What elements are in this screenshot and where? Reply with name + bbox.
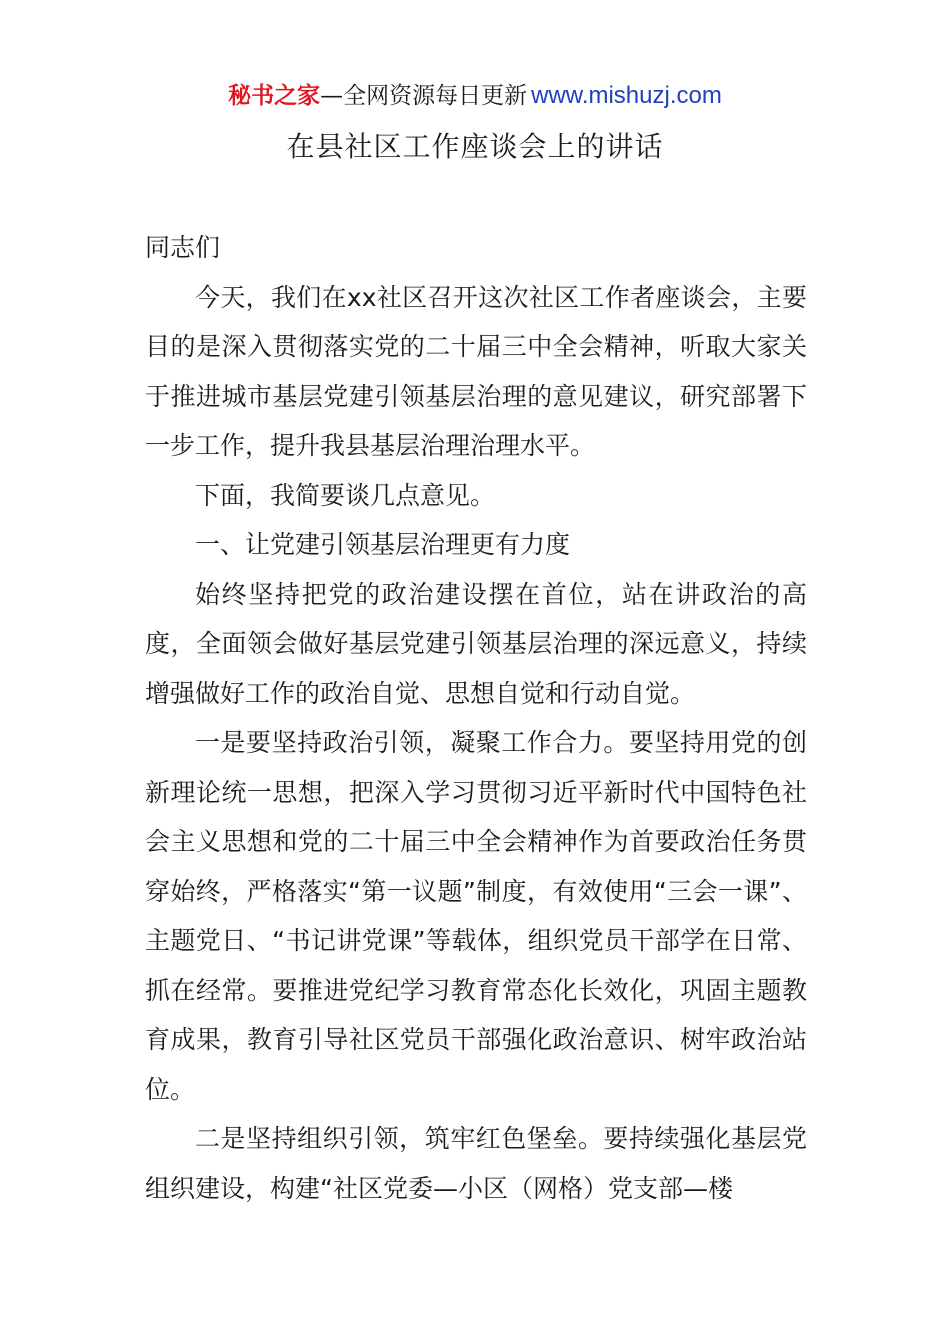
document-body xyxy=(145,223,807,1213)
salutation: 同志们 xyxy=(145,233,221,262)
brand-name: 秘书之家 xyxy=(228,83,321,109)
paragraph-point-1: 一是要坚持政治引领，凝聚工作合力。要坚持用党的创新理论统一思想，把深入学习贯彻习近平新时代中国特色社会主义思想和党的二十届三中全会精神作为首要政治任务贯穿始终，严格落实“第一议题”制度，有效使用“三会一课”、主题党日、“书记讲党课”等载体，组织党员干部学在日常、抓在经常。要推进党纪学习教育常态化长效化，巩固主题教育成果，教育引导社区党员干部强化政治意识、树牢政治站位。 xyxy=(145,728,807,1104)
site-banner xyxy=(0,80,950,112)
site-url-link[interactable]: www.mishuzj.com xyxy=(531,82,722,109)
paragraph-intro: 今天，我们在xx社区召开这次社区工作者座谈会，主要目的是深入贯彻落实党的二十届三中全会精神，听取大家关于推进城市基层党建引领基层治理的意见建议，研究部署下一步工作，提升我县基层治理治理水平。 xyxy=(145,282,807,460)
document-title: 在县社区工作座谈会上的讲话 xyxy=(286,130,664,163)
paragraph-point-2: 二是坚持组织引领，筑牢红色堡垒。要持续强化基层党组织建设，构建“社区党委—小区（网格）党支部—楼 xyxy=(145,1124,807,1203)
banner-tagline: —全网资源每日更新 xyxy=(320,83,528,109)
paragraph-section-1: 始终坚持把党的政治建设摆在首位，站在讲政治的高度，全面领会做好基层党建引领基层治理的深远意义，持续增强做好工作的政治自觉、思想自觉和行动自觉。 xyxy=(145,579,807,708)
paragraph-preface: 下面，我简要谈几点意见。 xyxy=(195,480,496,510)
section-heading-1: 一、让党建引领基层治理更有力度 xyxy=(195,530,571,559)
